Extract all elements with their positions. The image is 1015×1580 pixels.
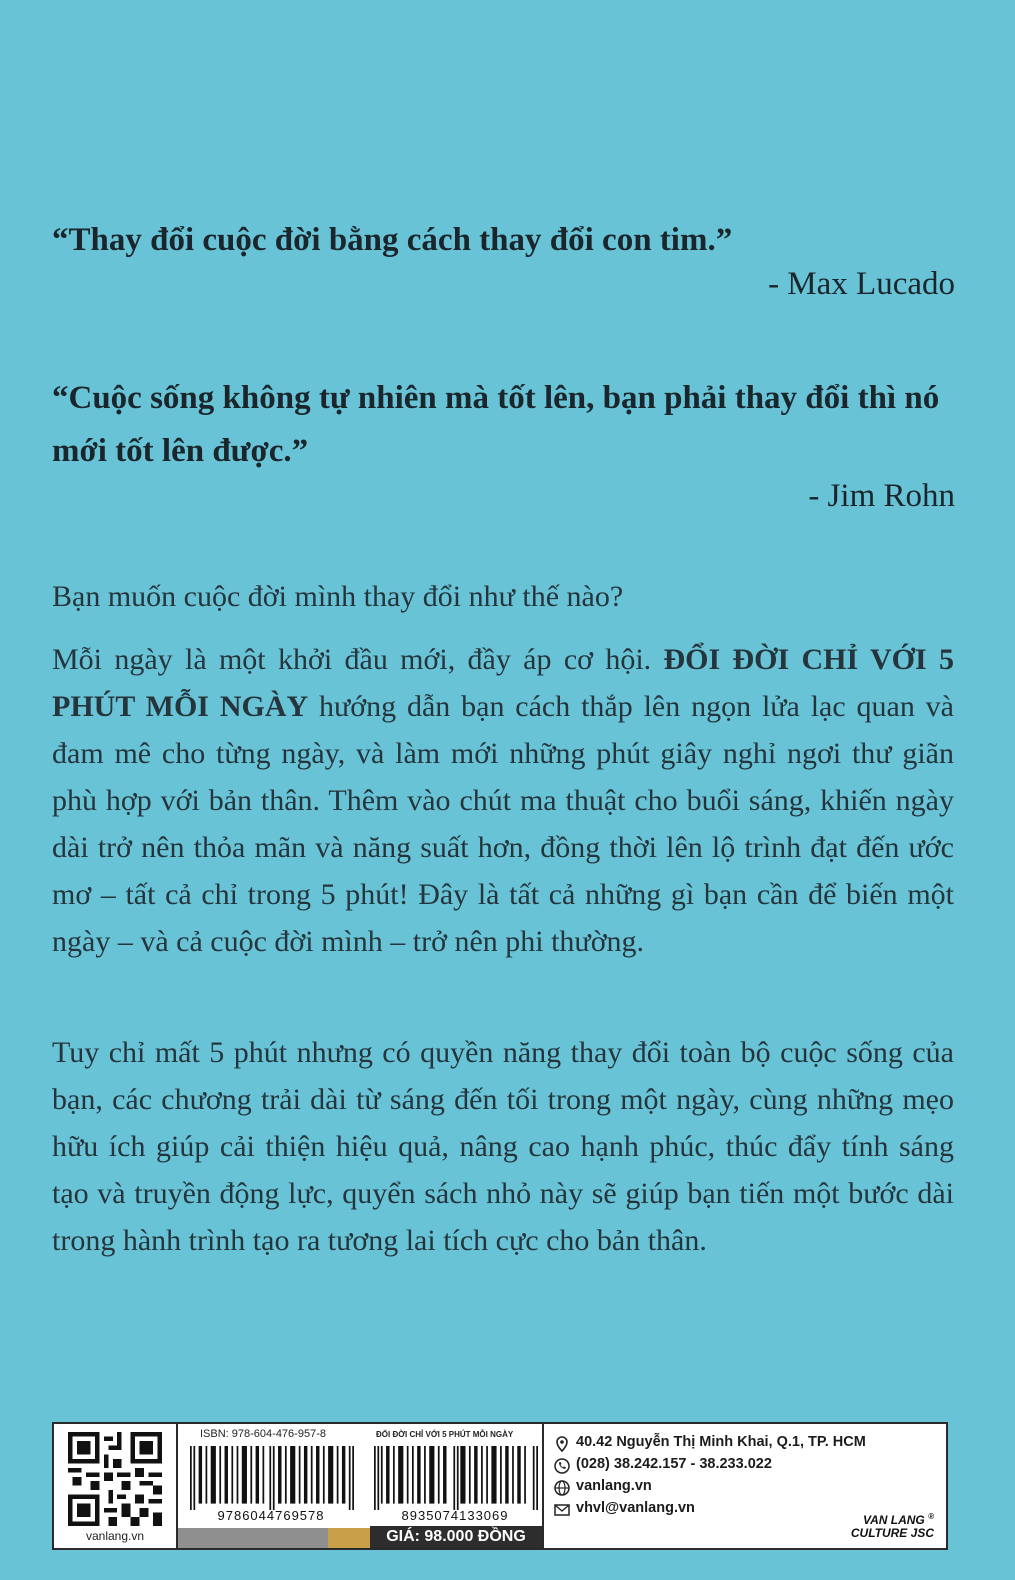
book-title-inline: ĐỔI ĐỜI CHỈ VỚI 5 PHÚT MỖI NGÀY [52,643,954,723]
registered-mark: ® [928,1512,934,1521]
isbn-barcode [190,1446,354,1510]
ean-barcode [374,1446,538,1510]
address-text: 40.42 Nguyễn Thị Minh Khai, Q.1, TP. HCM [576,1434,866,1450]
quote-1: “Thay đổi cuộc đời bằng cách thay đổi con tim.” [52,222,733,258]
publisher-line-1: VAN LANG [862,1513,925,1527]
phone-text: (028) 38.242.157 - 38.233.022 [576,1456,772,1472]
quote-1-author: - Max Lucado [768,266,955,302]
email-text[interactable]: vhvl@vanlang.vn [576,1500,695,1516]
description-paragraph-1 [52,636,954,965]
intro-question: Bạn muốn cuộc đời mình thay đổi như thế nào? [52,580,624,613]
barcode-book-title: ĐỔI ĐỜI CHỈ VỚI 5 PHÚT MỖI NGÀY [376,1430,514,1439]
barcode-section [178,1424,544,1548]
quote-2: “Cuộc sống không tự nhiên mà tốt lên, bạn phải thay đổi thì nó mới tốt lên được.” [52,380,940,469]
price-bar-gold [328,1528,370,1548]
publisher-logo [851,1510,934,1540]
quote-2-author: - Jim Rohn [808,478,955,514]
isbn-label: ISBN: 978-604-476-957-8 [200,1428,326,1440]
para1-rest: hướng dẫn bạn cách thắp lên ngọn lửa lạc quan và đam mê cho từng ngày, và làm mới những phút giây nghỉ ngơi thư giãn phù hợp với bản thân. Thêm vào chút ma thuật cho buổi sáng, khiến ngày dài trở nên thỏa mãn và năng suất hơn, đồng thời lên lộ trình đạt đến ước mơ – tất cả chỉ trong 5 phút! Đây là tất cả những gì bạn cần để biến một ngày – và cả cuộc đời mình – trở nên phi thường. [52,690,954,958]
para1-lead: Mỗi ngày là một khởi đầu mới, đầy áp cơ hội. [52,643,664,676]
isbn-barcode-number: 9786044769578 [217,1508,325,1523]
price-bar-gray [178,1528,328,1548]
publisher-line-2: CULTURE JSC [850,1526,934,1540]
mail-icon [554,1502,570,1518]
website-text[interactable]: vanlang.vn [576,1478,652,1494]
ean-barcode-number: 8935074133069 [401,1508,509,1523]
location-icon [554,1436,570,1452]
phone-icon [554,1458,570,1474]
price-label: GIÁ: 98.000 ĐỒNG [370,1526,542,1548]
qr-caption: vanlang.vn [85,1529,145,1543]
globe-icon [554,1480,570,1496]
qr-code[interactable] [64,1432,166,1526]
description-paragraph-2: Tuy chỉ mất 5 phút nhưng có quyền năng thay đổi toàn bộ cuộc sống của bạn, các chương trải dài từ sáng đến tối trong một ngày, cùng những mẹo hữu ích giúp cải thiện hiệu quả, nâng cao hạnh phúc, thúc đẩy tính sáng tạo và truyền động lực, quyển sách nhỏ này sẽ giúp bạn tiến một bước dài trong hành trình tạo ra tương lai tích cực cho bản thân. [52,1036,954,1257]
book-info-panel [52,1422,948,1550]
qr-section [54,1424,178,1548]
